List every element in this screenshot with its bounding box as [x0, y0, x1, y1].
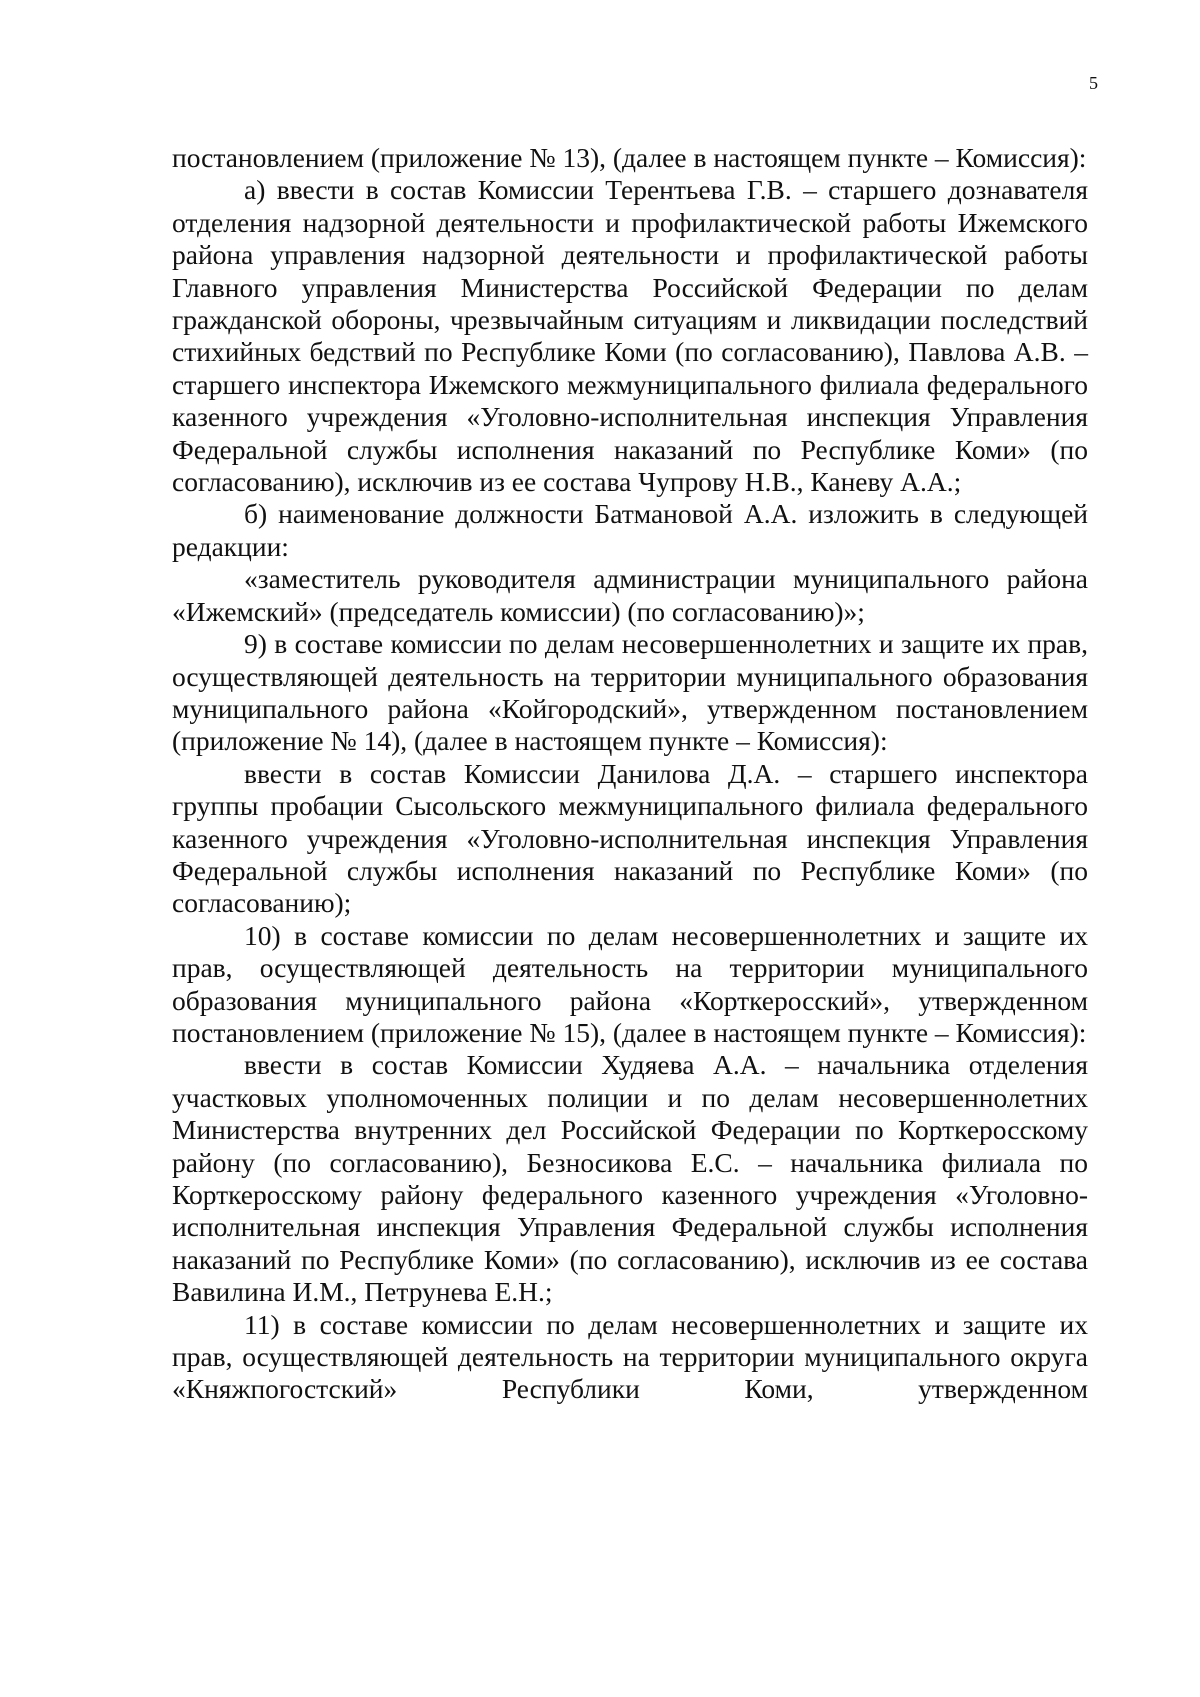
paragraph-item-10: 10) в составе комиссии по делам несовершеннолетних и защите их прав, осуществляющей деятельность на территории муниципального образования муниципального района «Корткеросский», утвержденном постановлением (приложение № 15), (далее в настоящем пункте – Комиссия): — [172, 919, 1088, 1048]
paragraph-item-b: б) наименование должности Батмановой А.А. изложить в следующей редакции: — [172, 498, 1088, 562]
page-number: 5 — [1089, 73, 1098, 93]
paragraph-item-9: 9) в составе комиссии по делам несовершеннолетних и защите их прав, осуществляющей деятельность на территории муниципального образования муниципального района «Койгородский», утвержденном постановлением (приложение № 14), (далее в настоящем пункте – Комиссия): — [172, 628, 1088, 757]
paragraph-item-11: 11) в составе комиссии по делам несовершеннолетних и защите их прав, осуществляющей деятельность на территории муниципального округа «Княжпогостский» Республики Коми, утвержденном — [172, 1308, 1088, 1405]
paragraph-commission-definition: постановлением (приложение № 13), (далее в настоящем пункте – Комиссия): — [172, 142, 1087, 173]
document-body — [172, 142, 1088, 1406]
paragraph-item-9-details: ввести в состав Комиссии Данилова Д.А. – старшего инспектора группы пробации Сысольского межмуниципального филиала федерального казенного учреждения «Уголовно-исполнительная инспекция Управления Федеральной службы исполнения наказаний по Республике Коми» (по согласованию); — [172, 757, 1088, 919]
paragraph-item-a: а) ввести в состав Комиссии Терентьева Г.В. – старшего дознавателя отделения надзорной деятельности и профилактической работы Ижемского района управления надзорной деятельности и профилактической работы Главного управления Министерства Российской Федерации по делам гражданской обороны, чрезвычайным ситуациям и ликвидации последствий стихийных бедствий по Республике Коми (по согласованию), Павлова А.В. – старшего инспектора Ижемского межмуниципального филиала федерального казенного учреждения «Уголовно-исполнительная инспекция Управления Федеральной службы исполнения наказаний по Республике Коми» (по согласованию), исключив из ее состава Чупрову Н.В., Каневу А.А.; — [172, 174, 1088, 498]
paragraph-item-10-details: ввести в состав Комиссии Худяева А.А. – начальника отделения участковых уполномоченных полиции и по делам несовершеннолетних Министерства внутренних дел Российской Федерации по Корткеросскому району (по согласованию), Безносикова Е.С. – начальника филиала по Корткеросскому району федерального казенного учреждения «Уголовно-исполнительная инспекция Управления Федеральной службы исполнения наказаний по Республике Коми» (по согласованию), исключив из ее состава Вавилина И.М., Петрунева Е.Н.; — [172, 1049, 1088, 1308]
paragraph-position-title: «заместитель руководителя администрации муниципального района «Ижемский» (председатель комиссии) (по согласованию)»; — [172, 563, 1088, 627]
